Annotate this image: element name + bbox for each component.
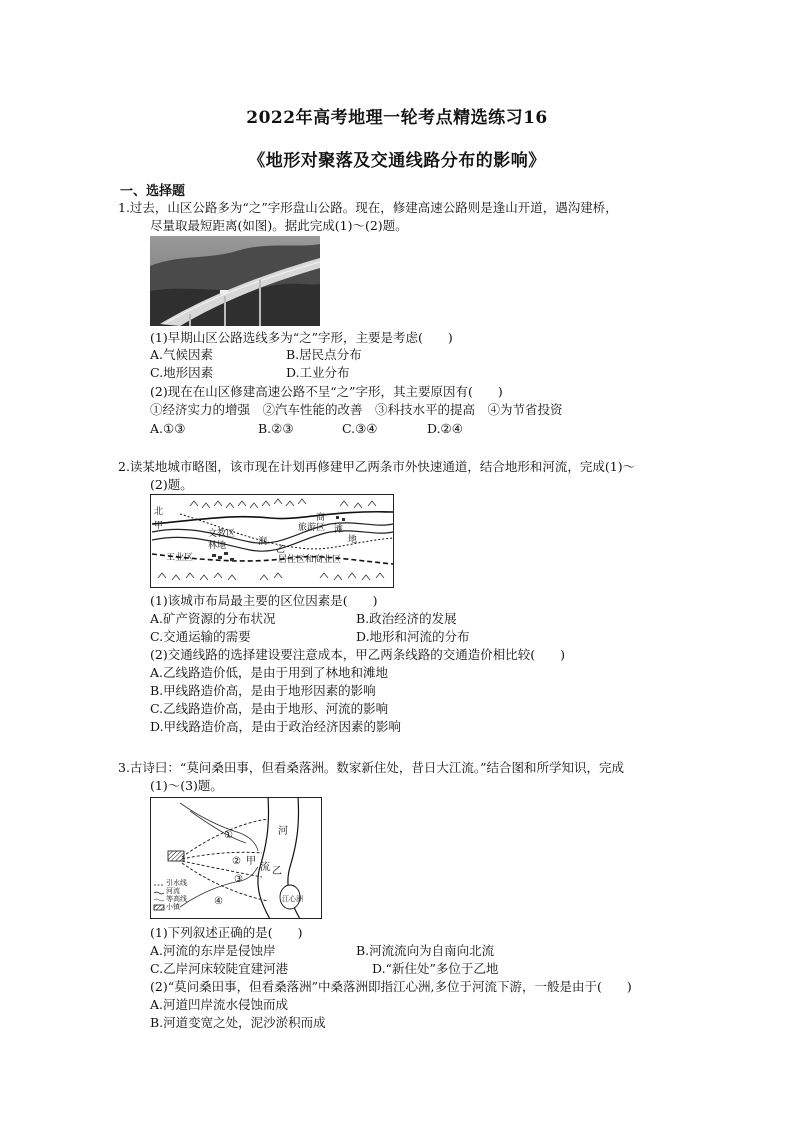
map-label-c1: ① bbox=[224, 830, 233, 841]
q2-sub1-option-c[interactable]: C.交通运输的需要 bbox=[150, 629, 251, 644]
map-label-north: 北 bbox=[154, 507, 164, 517]
q2-sub1-option-b[interactable]: B.政治经济的发展 bbox=[356, 611, 457, 626]
q3-sub1: (1)下列叙述正确的是( ) bbox=[150, 925, 303, 940]
map-label-forest: 林地 bbox=[208, 541, 227, 551]
legend-contour: 等高线 bbox=[166, 895, 187, 903]
river-map bbox=[150, 797, 322, 919]
q3-sub2: (2)“莫问桑田事，但看桑落洲”中桑落洲即指江心洲,多位于河流下游，一般是由于( ) bbox=[150, 979, 632, 994]
legend-town: 小镇 bbox=[166, 903, 180, 911]
map-label-yi: 乙 bbox=[276, 545, 286, 555]
q2-sub1-option-a[interactable]: A.矿产资源的分布状况 bbox=[150, 611, 276, 626]
city-map bbox=[150, 494, 394, 588]
q3-sub1-option-b[interactable]: B.河流流向为自南向北流 bbox=[356, 943, 495, 958]
q1-stem-line1: 1.过去，山区公路多为“之”字形盘山公路。现在，修建高速公路则是逢山开道，遇沟建桥， bbox=[118, 200, 618, 215]
map-label-jia: 甲 bbox=[246, 856, 256, 867]
q3-sub2-option-b[interactable]: B.河道变宽之处，泥沙淤积而成 bbox=[150, 1015, 326, 1030]
map-label-c2: ② bbox=[232, 856, 241, 867]
page-subtitle: 《地形对聚落及交通线路分布的影响》 bbox=[248, 151, 546, 171]
q1-sub2-option-a[interactable]: A.①③ bbox=[150, 421, 186, 436]
q1-sub1-option-a[interactable]: A.气候因素 bbox=[150, 347, 214, 362]
q2-sub1: (1)该城市布局最主要的区位因素是( ) bbox=[150, 593, 378, 608]
q3-stem-line2: (1)～(3)题。 bbox=[150, 778, 223, 793]
map-label-jian: 涧 bbox=[258, 537, 268, 547]
q1-sub1-option-d[interactable]: D.工业分布 bbox=[286, 365, 350, 380]
q2-sub2-option-c[interactable]: C.乙线路造价高，是由于地形、河流的影响 bbox=[150, 701, 389, 716]
q3-sub2-option-a[interactable]: A.河道凹岸流水侵蚀而成 bbox=[150, 997, 289, 1012]
map-label-culture: 文教区 bbox=[208, 529, 236, 539]
q2-sub2-option-b[interactable]: B.甲线路造价高，是由于地形因素的影响 bbox=[150, 683, 376, 698]
legend-river: 河流 bbox=[166, 887, 180, 895]
map-label-beach: 滩 bbox=[334, 525, 344, 535]
q1-sub2-items: ①经济实力的增强 ②汽车性能的改善 ③科技水平的提高 ④为节省投资 bbox=[150, 402, 563, 417]
q2-sub2-option-a[interactable]: A.乙线路造价低，是由于用到了林地和滩地 bbox=[150, 665, 389, 680]
q3-sub1-option-d[interactable]: D.“新住处”多位于乙地 bbox=[372, 961, 499, 976]
q2-stem-line1: 2.读某地城市略图，该市现在计划再修建甲乙两条市外快速通道，结合地形和河流，完成(1)～ bbox=[118, 459, 636, 474]
q3-stem-line1: 3.古诗曰：“莫问桑田事，但看桑落洲。数家新住处，昔日大江流。”结合图和所学知识，完成 bbox=[118, 760, 624, 775]
q2-sub2-option-d[interactable]: D.甲线路造价高，是由于政治经济因素的影响 bbox=[150, 719, 402, 734]
q1-sub2-option-c[interactable]: C.③④ bbox=[342, 421, 378, 436]
highway-photo bbox=[150, 236, 320, 326]
map-label-island: 江心洲 bbox=[282, 895, 303, 903]
map-label-c4: ④ bbox=[214, 896, 223, 907]
map-label-c3: ③ bbox=[234, 874, 243, 885]
q2-sub2: (2)交通线路的选择建设要注意成本，甲乙两条线路的交通造价相比较( ) bbox=[150, 647, 565, 662]
map-label-residential: 居住区和商业区 bbox=[278, 555, 342, 565]
map-label-jia: 甲 bbox=[154, 521, 164, 531]
q3-sub1-option-a[interactable]: A.河流的东岸是侵蚀岸 bbox=[150, 943, 276, 958]
map-label-scenic: 旅游区 bbox=[298, 523, 326, 533]
q1-sub2-option-b[interactable]: B.②③ bbox=[258, 421, 294, 436]
map-label-land: 地 bbox=[348, 535, 358, 545]
page-title: 2022年高考地理一轮考点精选练习16 bbox=[246, 108, 548, 128]
map-label-he: 河 bbox=[278, 826, 288, 837]
section-heading: 一、选择题 bbox=[120, 184, 186, 199]
map-label-liu: 流 bbox=[260, 862, 270, 873]
q2-stem-line2: (2)题。 bbox=[150, 477, 193, 492]
q1-sub1: (1)早期山区公路选线多为“之”字形，主要是考虑( ) bbox=[150, 330, 453, 345]
map-label-industry: 工业区 bbox=[166, 553, 194, 563]
q2-sub1-option-d[interactable]: D.地形和河流的分布 bbox=[356, 629, 470, 644]
map-label-yi: 乙 bbox=[272, 866, 282, 877]
legend-canal: 引水线 bbox=[166, 879, 187, 887]
q3-sub1-option-c[interactable]: C.乙岸河床较陡宜建河港 bbox=[150, 961, 289, 976]
q1-stem-line2: 尽量取最短距离(如图)。据此完成(1)～(2)题。 bbox=[150, 218, 408, 233]
q1-sub2: (2)现在在山区修建高速公路不呈“之”字形，其主要原因有( ) bbox=[150, 384, 503, 399]
q1-sub1-option-c[interactable]: C.地形因素 bbox=[150, 365, 214, 380]
map-label-shop: 商 bbox=[316, 513, 326, 523]
q1-sub2-option-d[interactable]: D.②④ bbox=[427, 421, 463, 436]
q1-sub1-option-b[interactable]: B.居民点分布 bbox=[286, 347, 362, 362]
